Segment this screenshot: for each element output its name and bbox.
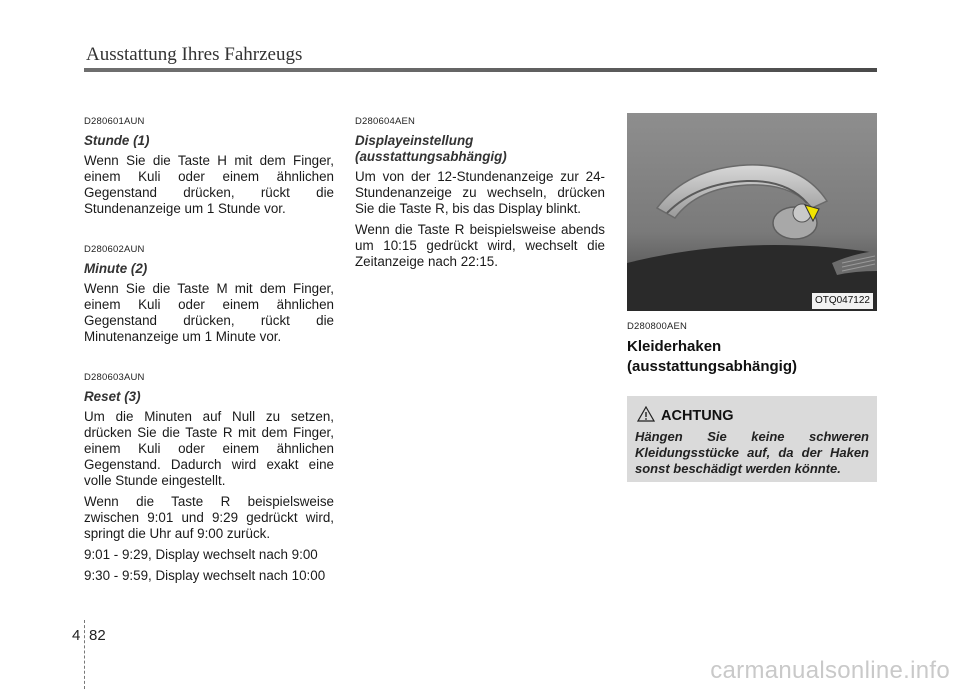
section-title-stunde: Stunde (1) [84,133,150,148]
footer-divider [84,620,85,689]
section-code: D280601AUN [84,116,145,127]
chapter-number: 4 [72,627,81,644]
warning-text: Hängen Sie keine schweren Kleidungsstücke auf, da der Haken sonst beschädigt werden könnte. [635,429,869,476]
column-right [627,108,877,482]
section-title-kleiderhaken-line1: Kleiderhaken [627,338,722,355]
photo-caption: OTQ047122 [812,293,873,309]
paragraph: 9:01 - 9:29, Display wechselt nach 9:00 [84,547,318,562]
paragraph: Wenn Sie die Taste H mit dem Finger, einem Kuli oder einem ähnlichen Gegenstand drücken, rückt die Stundenanzeige um 1 Stunde vor. [84,153,334,216]
section-title-display-line1: Displayeinstellung [355,133,474,148]
section-title-reset: Reset (3) [84,389,141,404]
paragraph: Um von der 12-Stundenanzeige zur 24-Stundenanzeige zu wechseln, drücken Sie die Taste R, bis das Display blinkt. [355,169,605,216]
section-title-minute: Minute (2) [84,261,148,276]
page-number: 82 [89,627,106,644]
warning-triangle-icon [637,406,655,426]
coat-hook-image [627,113,877,311]
section-code: D280602AUN [84,244,145,255]
page-header-title: Ausstattung Ihres Fahrzeugs [86,44,303,65]
watermark: carmanualsonline.info [710,657,950,684]
column-left [84,108,334,589]
warning-box [627,396,877,482]
warning-heading [637,406,869,426]
section-code: D280800AEN [627,321,688,332]
column-middle [355,108,605,275]
header-rule [84,68,877,72]
paragraph: Um die Minuten auf Null zu setzen, drücken Sie die Taste R mit dem Finger, einem Kuli oder einem ähnlichen Gegenstand. Dadurch wird exakt eine volle Stunde eingestellt. [84,409,334,488]
coat-hook-photo [627,113,877,311]
section-code: D280603AUN [84,372,145,383]
paragraph: Wenn die Taste R beispielsweise zwischen 9:01 und 9:29 gedrückt wird, springt die Uhr auf 9:00 zurück. [84,494,334,541]
paragraph: 9:30 - 9:59, Display wechselt nach 10:00 [84,568,326,583]
section-title-kleiderhaken-line2: (ausstattungsabhängig) [627,358,798,375]
section-title-display-line2: (ausstattungsabhängig) [355,149,507,164]
warning-heading-text: ACHTUNG [661,408,734,424]
paragraph: Wenn Sie die Taste M mit dem Finger, einem Kuli oder einem ähnlichen Gegenstand drücken, rückt die Minutenanzeige um 1 Minute vor. [84,281,334,344]
section-code: D280604AEN [355,116,416,127]
paragraph: Wenn die Taste R beispielsweise abends um 10:15 gedrückt wird, wechselt die Zeitanzeige nach 22:15. [355,222,605,269]
